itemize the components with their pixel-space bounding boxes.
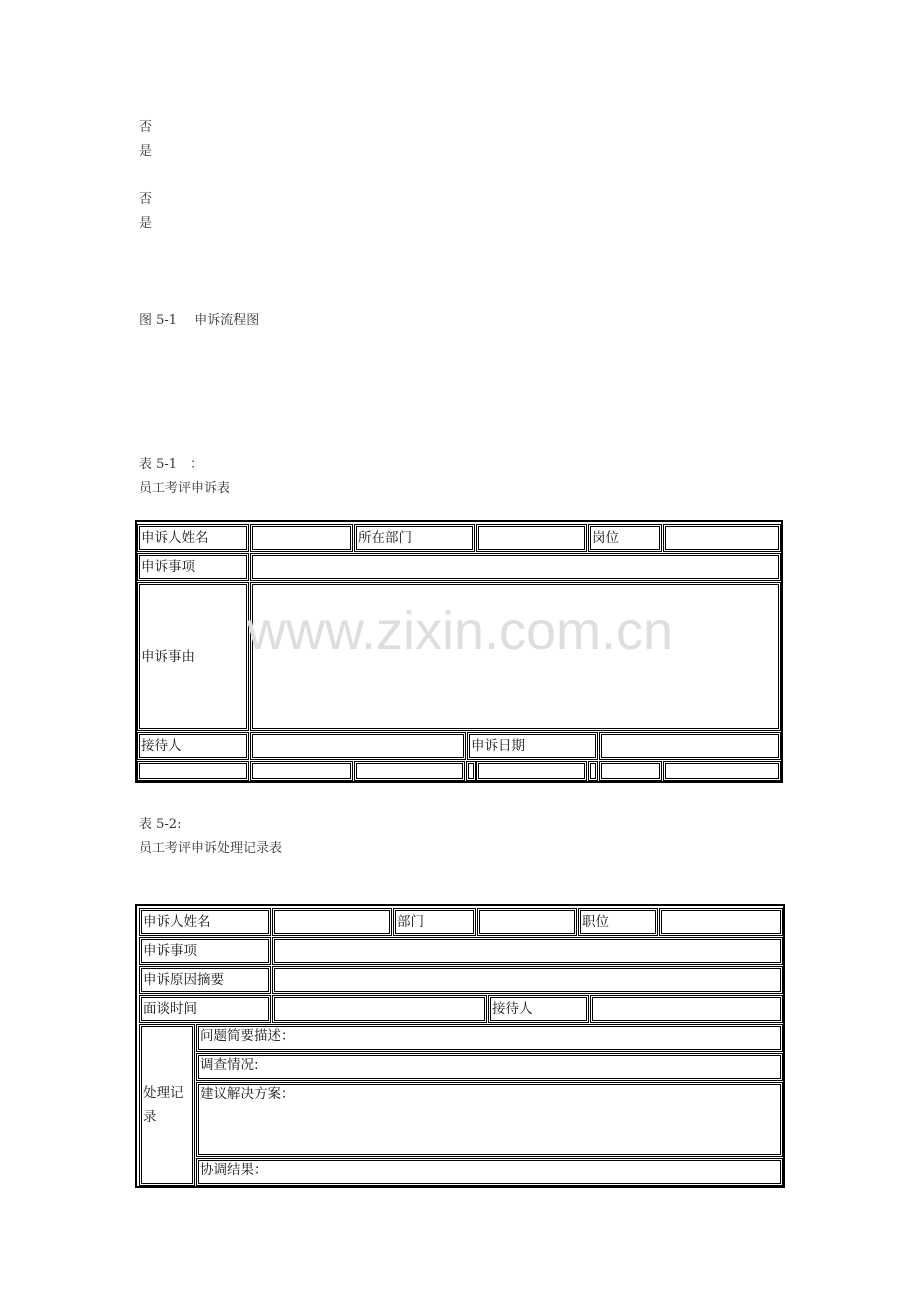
reason-value-cell[interactable] bbox=[250, 582, 781, 731]
date-value-cell[interactable] bbox=[599, 732, 781, 760]
reason-summary-value-cell[interactable] bbox=[272, 966, 783, 994]
name-label-cell bbox=[137, 524, 249, 552]
watermark-text: www.zixin.com.cn bbox=[246, 601, 674, 661]
item-label: 申诉事项 bbox=[143, 943, 197, 959]
item-label: 申诉事项 bbox=[141, 559, 195, 575]
receiver-value-cell[interactable] bbox=[250, 732, 466, 760]
name-label: 申诉人姓名 bbox=[143, 914, 211, 930]
interview-time-label-cell bbox=[139, 995, 271, 1023]
item-value-cell[interactable] bbox=[272, 937, 783, 965]
post-label-cell bbox=[578, 908, 658, 936]
name-label: 申诉人姓名 bbox=[141, 530, 209, 546]
record-label-cell bbox=[139, 1024, 195, 1186]
interview-time-label: 面谈时间 bbox=[143, 1001, 197, 1017]
solution-cell[interactable] bbox=[196, 1082, 783, 1157]
name-value-cell[interactable] bbox=[272, 908, 392, 936]
empty-cell bbox=[588, 761, 598, 781]
receiver-label: 接待人 bbox=[141, 738, 182, 754]
item-value-cell[interactable] bbox=[250, 553, 781, 581]
dept-value-cell[interactable] bbox=[476, 524, 587, 552]
post-label: 岗位 bbox=[592, 530, 619, 546]
receiver-value-cell[interactable] bbox=[590, 995, 783, 1023]
investigation-label: 调查情况: bbox=[200, 1057, 259, 1073]
table2-caption-number: 表 5-2: bbox=[139, 817, 182, 832]
reason-label-cell bbox=[137, 582, 249, 731]
flow-label-yes: 是 bbox=[139, 216, 153, 231]
flow-label-no: 否 bbox=[139, 192, 153, 207]
dept-label-cell bbox=[354, 524, 475, 552]
result-label: 协调结果： bbox=[200, 1162, 268, 1178]
dept-label: 所在部门 bbox=[358, 530, 412, 546]
solution-label: 建议解决方案： bbox=[200, 1086, 295, 1102]
empty-cell bbox=[354, 761, 465, 781]
date-label-cell bbox=[467, 732, 598, 760]
reason-summary-label: 申诉原因摘要 bbox=[143, 972, 224, 988]
table2-caption-title: 员工考评申诉处理记录表 bbox=[139, 841, 283, 856]
post-value-cell[interactable] bbox=[663, 524, 781, 552]
table1-caption-title: 员工考评申诉表 bbox=[139, 481, 231, 496]
figure-caption: 图 5-1 申诉流程图 bbox=[139, 313, 260, 328]
appeal-form-table bbox=[135, 520, 783, 783]
problem-desc-cell[interactable] bbox=[196, 1024, 783, 1052]
flow-label-no: 否 bbox=[139, 120, 153, 135]
problem-desc-label: 问题简要描述： bbox=[200, 1028, 295, 1044]
receiver-label-cell bbox=[137, 732, 249, 760]
empty-cell bbox=[466, 761, 476, 781]
record-label: 处理记录 bbox=[143, 1085, 184, 1125]
interview-time-value-cell[interactable] bbox=[272, 995, 487, 1023]
reason-label: 申诉事由 bbox=[141, 648, 195, 665]
table1-caption-number: 表 5-1 ： bbox=[139, 457, 204, 472]
empty-cell bbox=[663, 761, 781, 781]
dept-label: 部门 bbox=[397, 914, 424, 930]
empty-cell bbox=[476, 761, 587, 781]
flow-label-yes: 是 bbox=[139, 144, 153, 159]
post-label: 职位 bbox=[582, 914, 609, 930]
empty-cell bbox=[250, 761, 353, 781]
appeal-record-table bbox=[135, 904, 785, 1188]
receiver-label: 接待人 bbox=[492, 1001, 533, 1017]
empty-cell bbox=[137, 761, 249, 781]
name-value-cell[interactable] bbox=[250, 524, 353, 552]
post-value-cell[interactable] bbox=[659, 908, 783, 936]
item-label-cell bbox=[139, 937, 271, 965]
dept-value-cell[interactable] bbox=[477, 908, 577, 936]
result-cell[interactable] bbox=[196, 1158, 783, 1186]
empty-cell bbox=[599, 761, 662, 781]
date-label: 申诉日期 bbox=[471, 738, 525, 754]
receiver-label-cell bbox=[488, 995, 589, 1023]
name-label-cell bbox=[139, 908, 271, 936]
reason-summary-label-cell bbox=[139, 966, 271, 994]
dept-label-cell bbox=[393, 908, 476, 936]
investigation-cell[interactable] bbox=[196, 1053, 783, 1081]
item-label-cell bbox=[137, 553, 249, 581]
post-label-cell bbox=[588, 524, 662, 552]
